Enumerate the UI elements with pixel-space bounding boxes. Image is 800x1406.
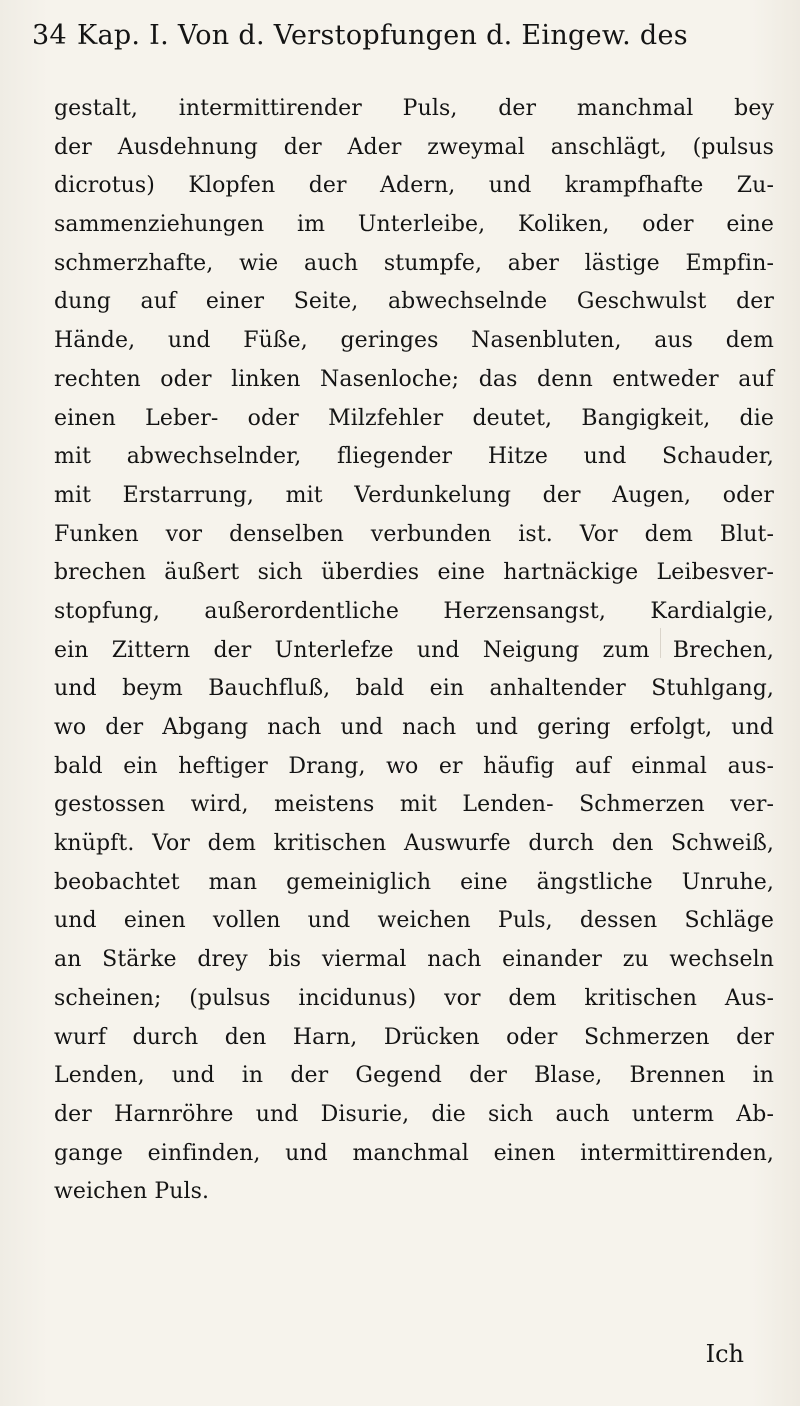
text-line: gestalt, intermittirender Puls, der manchmal bey — [54, 96, 774, 121]
text-line: der Ausdehnung der Ader zweymal anschlägt, (pulsus — [54, 134, 774, 160]
text-line: rechten oder linken Nasenloche; das denn entweder auf — [54, 366, 774, 392]
text-line: Hände, und Füße, geringes Nasenbluten, aus dem — [54, 328, 774, 354]
text-line: und einen vollen und weichen Puls, dessen Schläge — [54, 908, 774, 934]
text-line: scheinen; (pulsus incidunus) vor dem kritischen Aus- — [54, 985, 774, 1011]
text-line: dicrotus) Klopfen der Adern, und krampfhafte Zu- — [54, 173, 774, 199]
catchword: Ich — [705, 1340, 744, 1368]
text-line: Lenden, und in der Gegend der Blase, Brennen in — [54, 1063, 774, 1089]
text-line: Funken vor denselben verbunden ist. Vor dem Blut- — [54, 521, 774, 547]
text-line: wo der Abgang nach und nach und gering erfolgt, und — [54, 715, 774, 740]
text-line: beobachtet man gemeiniglich eine ängstliche Unruhe, — [54, 869, 774, 895]
text-line: knüpft. Vor dem kritischen Auswurfe durch den Schweiß, — [54, 831, 774, 857]
text-line: an Stärke drey bis viermal nach einander zu wechseln — [54, 947, 774, 973]
text-line: mit abwechselnder, fliegender Hitze und Schauder, — [54, 444, 774, 470]
text-line: einen Leber- oder Milzfehler deutet, Bangigkeit, die — [54, 405, 774, 431]
text-line-last: weichen Puls. — [54, 1179, 210, 1205]
text-line: stopfung, außerordentliche Herzensangst, Kardialgie, — [54, 598, 774, 624]
text-line: mit Erstarrung, mit Verdunkelung der Augen, oder — [54, 482, 774, 508]
text-line: dung auf einer Seite, abwechselnde Geschwulst der — [54, 289, 774, 315]
text-line: brechen äußert sich überdies eine hartnäckige Leibesver- — [54, 560, 774, 586]
text-line: wurf durch den Harn, Drücken oder Schmerzen der — [54, 1024, 774, 1050]
page-number: 34 — [32, 20, 67, 51]
chapter-title: Kap. I. Von d. Verstopfungen d. Eingew. des — [76, 20, 688, 51]
text-line: schmerzhafte, wie auch stumpfe, aber lästige Empfin- — [54, 250, 774, 276]
running-head — [32, 20, 782, 51]
text-line: bald ein heftiger Drang, wo er häufig auf einmal aus- — [54, 753, 774, 779]
text-line: gange einfinden, und manchmal einen intermittirenden, — [54, 1140, 774, 1166]
text-line: sammenziehungen im Unterleibe, Koliken, oder eine — [54, 212, 774, 238]
text-line: gestossen wird, meistens mit Lenden- Schmerzen ver- — [54, 792, 774, 818]
text-line: und beym Bauchfluß, bald ein anhaltender Stuhlgang, — [54, 676, 774, 702]
text-line: der Harnröhre und Disurie, die sich auch unterm Ab- — [54, 1101, 774, 1127]
text-line: ein Zittern der Unterlefze und Neigung zum Brechen, — [54, 637, 774, 663]
page-fold-mark — [660, 628, 675, 658]
